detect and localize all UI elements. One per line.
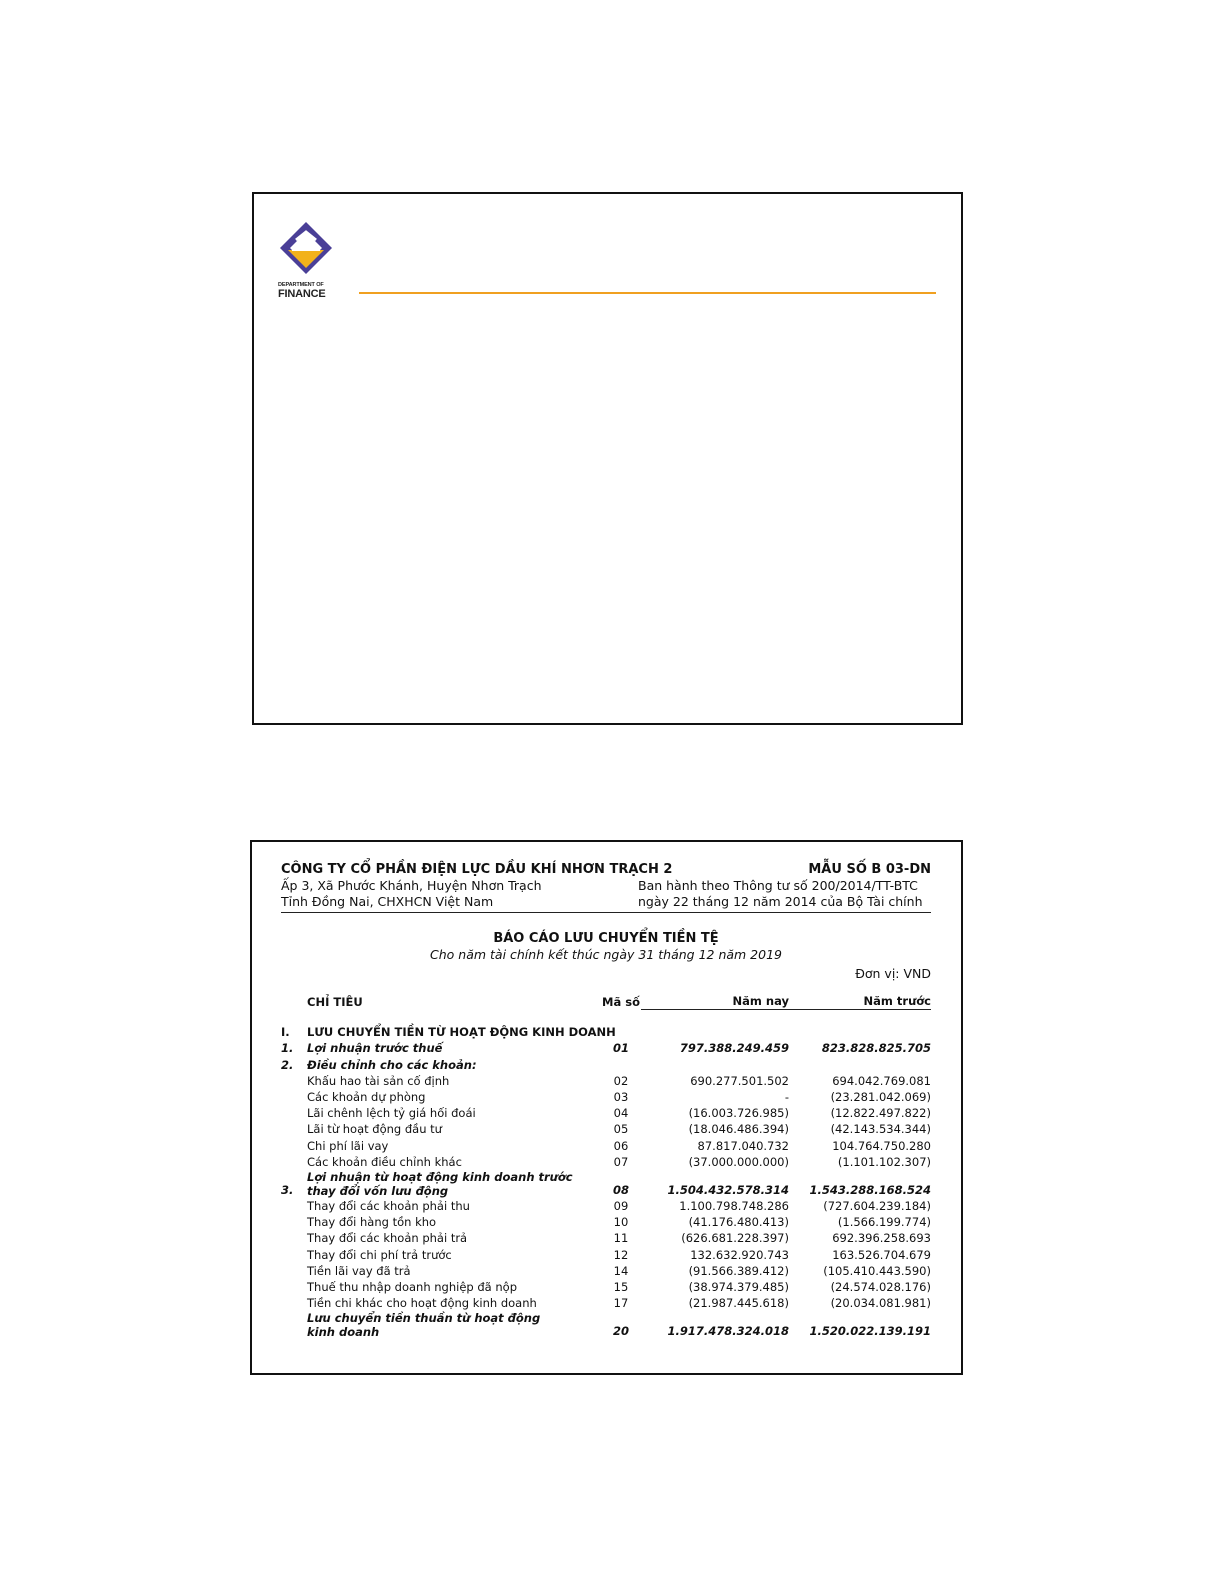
row-code: 20	[612, 1324, 629, 1339]
row-current-year: (38.974.379.485)	[688, 1280, 789, 1295]
row-current-year: (18.046.486.394)	[688, 1122, 789, 1137]
table-row	[281, 1024, 931, 1040]
row-label-line: Tiền chi khác cho hoạt động kinh doanh	[307, 1296, 537, 1311]
row-previous-year: (12.822.497.822)	[830, 1106, 931, 1121]
row-previous-year: (1.566.199.774)	[837, 1215, 931, 1230]
row-previous-year	[789, 1024, 931, 1040]
row-label	[307, 1089, 601, 1105]
row-previous-year: (20.034.081.981)	[830, 1296, 931, 1311]
table-row	[281, 1214, 931, 1230]
company-address-line-1: Ấp 3, Xã Phước Khánh, Huyện Nhơn Trạch	[281, 878, 542, 893]
header-previous-year	[789, 993, 931, 1010]
row-current-year: (41.176.480.413)	[688, 1215, 789, 1230]
row-label-line-2: kinh doanh	[307, 1325, 380, 1340]
row-label-line: Thay đổi các khoản phải thu	[307, 1199, 470, 1214]
row-previous-year: 1.543.288.168.524	[809, 1182, 931, 1197]
row-label	[307, 1105, 601, 1121]
row-label	[307, 1138, 601, 1154]
row-current-year: 690.277.501.502	[690, 1073, 789, 1088]
row-label-line: Thay đổi các khoản phải trả	[307, 1231, 468, 1246]
row-label-line: Các khoản điều chỉnh khác	[307, 1154, 462, 1169]
row-number	[281, 1247, 307, 1263]
row-label	[307, 1279, 601, 1295]
row-label-line: LƯU CHUYỂN TIỀN TỪ HOẠT ĐỘNG KINH DOANH	[307, 1025, 616, 1040]
table-row	[281, 1295, 931, 1311]
row-current-year: (626.681.228.397)	[681, 1231, 789, 1246]
slide-2	[250, 840, 963, 1375]
row-previous-year: (24.574.028.176)	[830, 1280, 931, 1295]
row-label-line: Thay đổi hàng tồn kho	[307, 1215, 437, 1230]
row-current-year: (91.566.389.412)	[688, 1263, 789, 1278]
row-previous-year: 692.396.258.693	[832, 1231, 931, 1246]
row-label	[307, 1311, 601, 1339]
row-current-year: 1.917.478.324.018	[667, 1324, 789, 1339]
row-previous-year: 823.828.825.705	[821, 1041, 931, 1056]
row-number: 3.	[281, 1182, 294, 1197]
row-code: 03	[613, 1090, 629, 1105]
row-label	[307, 1263, 601, 1279]
report-title: BÁO CÁO LƯU CHUYỂN TIỀN TỆ	[493, 931, 719, 946]
form-number: MẪU SỐ B 03-DN	[808, 862, 931, 877]
table-row	[281, 1057, 931, 1073]
row-label	[307, 1024, 641, 1040]
row-number	[281, 1089, 307, 1105]
row-number	[281, 1121, 307, 1137]
table-row	[281, 1198, 931, 1214]
header-current-year-label: Năm nay	[641, 993, 789, 1010]
row-number	[281, 1279, 307, 1295]
row-code: 05	[613, 1122, 629, 1137]
row-code: 04	[613, 1106, 629, 1121]
row-label	[307, 1214, 601, 1230]
row-number	[281, 1263, 307, 1279]
table-row	[281, 1279, 931, 1295]
row-previous-year: 1.520.022.139.191	[809, 1324, 931, 1339]
row-previous-year: (1.101.102.307)	[837, 1154, 931, 1169]
table-row	[281, 1154, 931, 1170]
header-divider	[359, 292, 936, 294]
circular-line-1: Ban hành theo Thông tư số 200/2014/TT-BTC	[638, 878, 918, 893]
row-code: 09	[613, 1199, 629, 1214]
report-header-row-1	[281, 862, 931, 878]
row-previous-year: 694.042.769.081	[832, 1073, 931, 1088]
row-label	[307, 1170, 601, 1198]
cash-flow-report	[281, 862, 931, 1339]
row-code: 10	[613, 1215, 629, 1230]
header-code: Mã số	[602, 995, 640, 1009]
row-label	[307, 1247, 601, 1263]
row-current-year: (37.000.000.000)	[688, 1154, 789, 1169]
row-code: 17	[613, 1296, 629, 1311]
row-label-line: Chi phí lãi vay	[307, 1138, 389, 1153]
department-of-finance-logo	[278, 220, 338, 278]
row-current-year: 132.632.920.743	[690, 1247, 789, 1262]
table-row	[281, 1040, 931, 1056]
row-number	[281, 1230, 307, 1246]
table-row	[281, 1263, 931, 1279]
row-current-year: 797.388.249.459	[679, 1041, 789, 1056]
row-current-year	[641, 1024, 789, 1040]
row-code: 06	[613, 1138, 629, 1153]
row-label	[307, 1198, 601, 1214]
report-header-row-2	[281, 878, 931, 894]
row-label	[307, 1121, 601, 1137]
header-num-cell	[281, 993, 307, 1010]
table-row	[281, 1089, 931, 1105]
table-row	[281, 1230, 931, 1246]
row-label	[307, 1057, 601, 1073]
row-previous-year: 104.764.750.280	[832, 1138, 931, 1153]
row-previous-year: (105.410.443.590)	[823, 1263, 931, 1278]
row-label	[307, 1040, 601, 1056]
logo-text-finance: FINANCE	[278, 288, 326, 300]
table-row	[281, 1138, 931, 1154]
row-label	[307, 1154, 601, 1170]
row-current-year: 87.817.040.732	[697, 1138, 789, 1153]
row-label-line: Lãi từ hoạt động đầu tư	[307, 1122, 442, 1137]
row-code: 07	[613, 1154, 629, 1169]
header-current-year	[641, 993, 789, 1010]
row-label-line: Điều chỉnh cho các khoản:	[307, 1057, 477, 1072]
company-address-line-2: Tỉnh Đồng Nai, CHXHCN Việt Nam	[281, 894, 494, 909]
row-label-line: Thay đổi chi phí trả trước	[307, 1247, 452, 1262]
row-label-line: Các khoản dự phòng	[307, 1090, 426, 1105]
row-code: 08	[612, 1182, 629, 1197]
report-title-block	[281, 931, 931, 962]
row-label-line: Lãi chênh lệch tỷ giá hối đoái	[307, 1106, 476, 1121]
row-label	[307, 1295, 601, 1311]
row-label	[307, 1230, 601, 1246]
row-current-year	[641, 1057, 789, 1073]
row-number	[281, 1138, 307, 1154]
header-name: CHỈ TIÊU	[307, 995, 363, 1009]
cash-flow-table	[281, 993, 931, 1339]
table-row	[281, 1073, 931, 1089]
row-code: 11	[613, 1231, 629, 1246]
header-previous-year-label: Năm trước	[789, 993, 931, 1010]
row-label-line: Tiền lãi vay đã trả	[307, 1263, 411, 1278]
report-subtitle: Cho năm tài chính kết thúc ngày 31 tháng 12 năm 2019	[430, 947, 782, 962]
table-header-row	[281, 993, 931, 1010]
row-previous-year: (727.604.239.184)	[823, 1199, 931, 1214]
row-label-line: Thuế thu nhập doanh nghiệp đã nộp	[307, 1280, 517, 1295]
row-current-year: 1.100.798.748.286	[679, 1199, 789, 1214]
slide-1	[252, 192, 963, 725]
row-code: 15	[613, 1280, 629, 1295]
circular-line-2: ngày 22 tháng 12 năm 2014 của Bộ Tài chính	[638, 894, 923, 909]
table-spacer	[281, 1010, 931, 1024]
row-number	[281, 1154, 307, 1170]
row-label-line: Lợi nhuận từ hoạt động kinh doanh trước	[307, 1170, 573, 1185]
row-previous-year: (42.143.534.344)	[830, 1122, 931, 1137]
row-number: 2.	[281, 1057, 294, 1072]
table-row	[281, 1105, 931, 1121]
table-row	[281, 1121, 931, 1137]
header-rule	[281, 912, 931, 913]
row-code	[601, 1057, 641, 1073]
row-label-line: Lưu chuyển tiền thuần từ hoạt động	[307, 1311, 541, 1326]
row-number: I.	[281, 1025, 290, 1040]
table-row	[281, 1247, 931, 1263]
row-number	[281, 1214, 307, 1230]
row-current-year: 1.504.432.578.314	[667, 1182, 789, 1197]
row-code: 14	[613, 1263, 629, 1278]
report-header-row-3	[281, 894, 931, 910]
row-current-year: (16.003.726.985)	[688, 1106, 789, 1121]
row-current-year: (21.987.445.618)	[688, 1296, 789, 1311]
row-label-line-2: thay đổi vốn lưu động	[307, 1184, 449, 1199]
row-number: 1.	[281, 1041, 294, 1056]
company-name: CÔNG TY CỔ PHẦN ĐIỆN LỰC DẦU KHÍ NHƠN TRẠCH 2	[281, 862, 673, 877]
table-row	[281, 1170, 931, 1198]
row-number	[281, 1311, 307, 1339]
row-number	[281, 1105, 307, 1121]
row-code: 12	[613, 1247, 629, 1262]
row-label	[307, 1073, 601, 1089]
logo-text-department: DEPARTMENT OF	[278, 282, 324, 288]
row-code: 01	[612, 1041, 629, 1056]
row-number	[281, 1295, 307, 1311]
row-code: 02	[613, 1073, 629, 1088]
row-previous-year	[789, 1057, 931, 1073]
row-previous-year: 163.526.704.679	[832, 1247, 931, 1262]
table-row	[281, 1311, 931, 1339]
currency-unit: Đơn vị: VND	[855, 966, 931, 981]
row-previous-year: (23.281.042.069)	[830, 1090, 931, 1105]
row-current-year: -	[784, 1090, 789, 1105]
row-number	[281, 1073, 307, 1089]
row-label-line: Khấu hao tài sản cố định	[307, 1073, 450, 1088]
row-number	[281, 1198, 307, 1214]
row-label-line: Lợi nhuận trước thuế	[307, 1041, 443, 1056]
